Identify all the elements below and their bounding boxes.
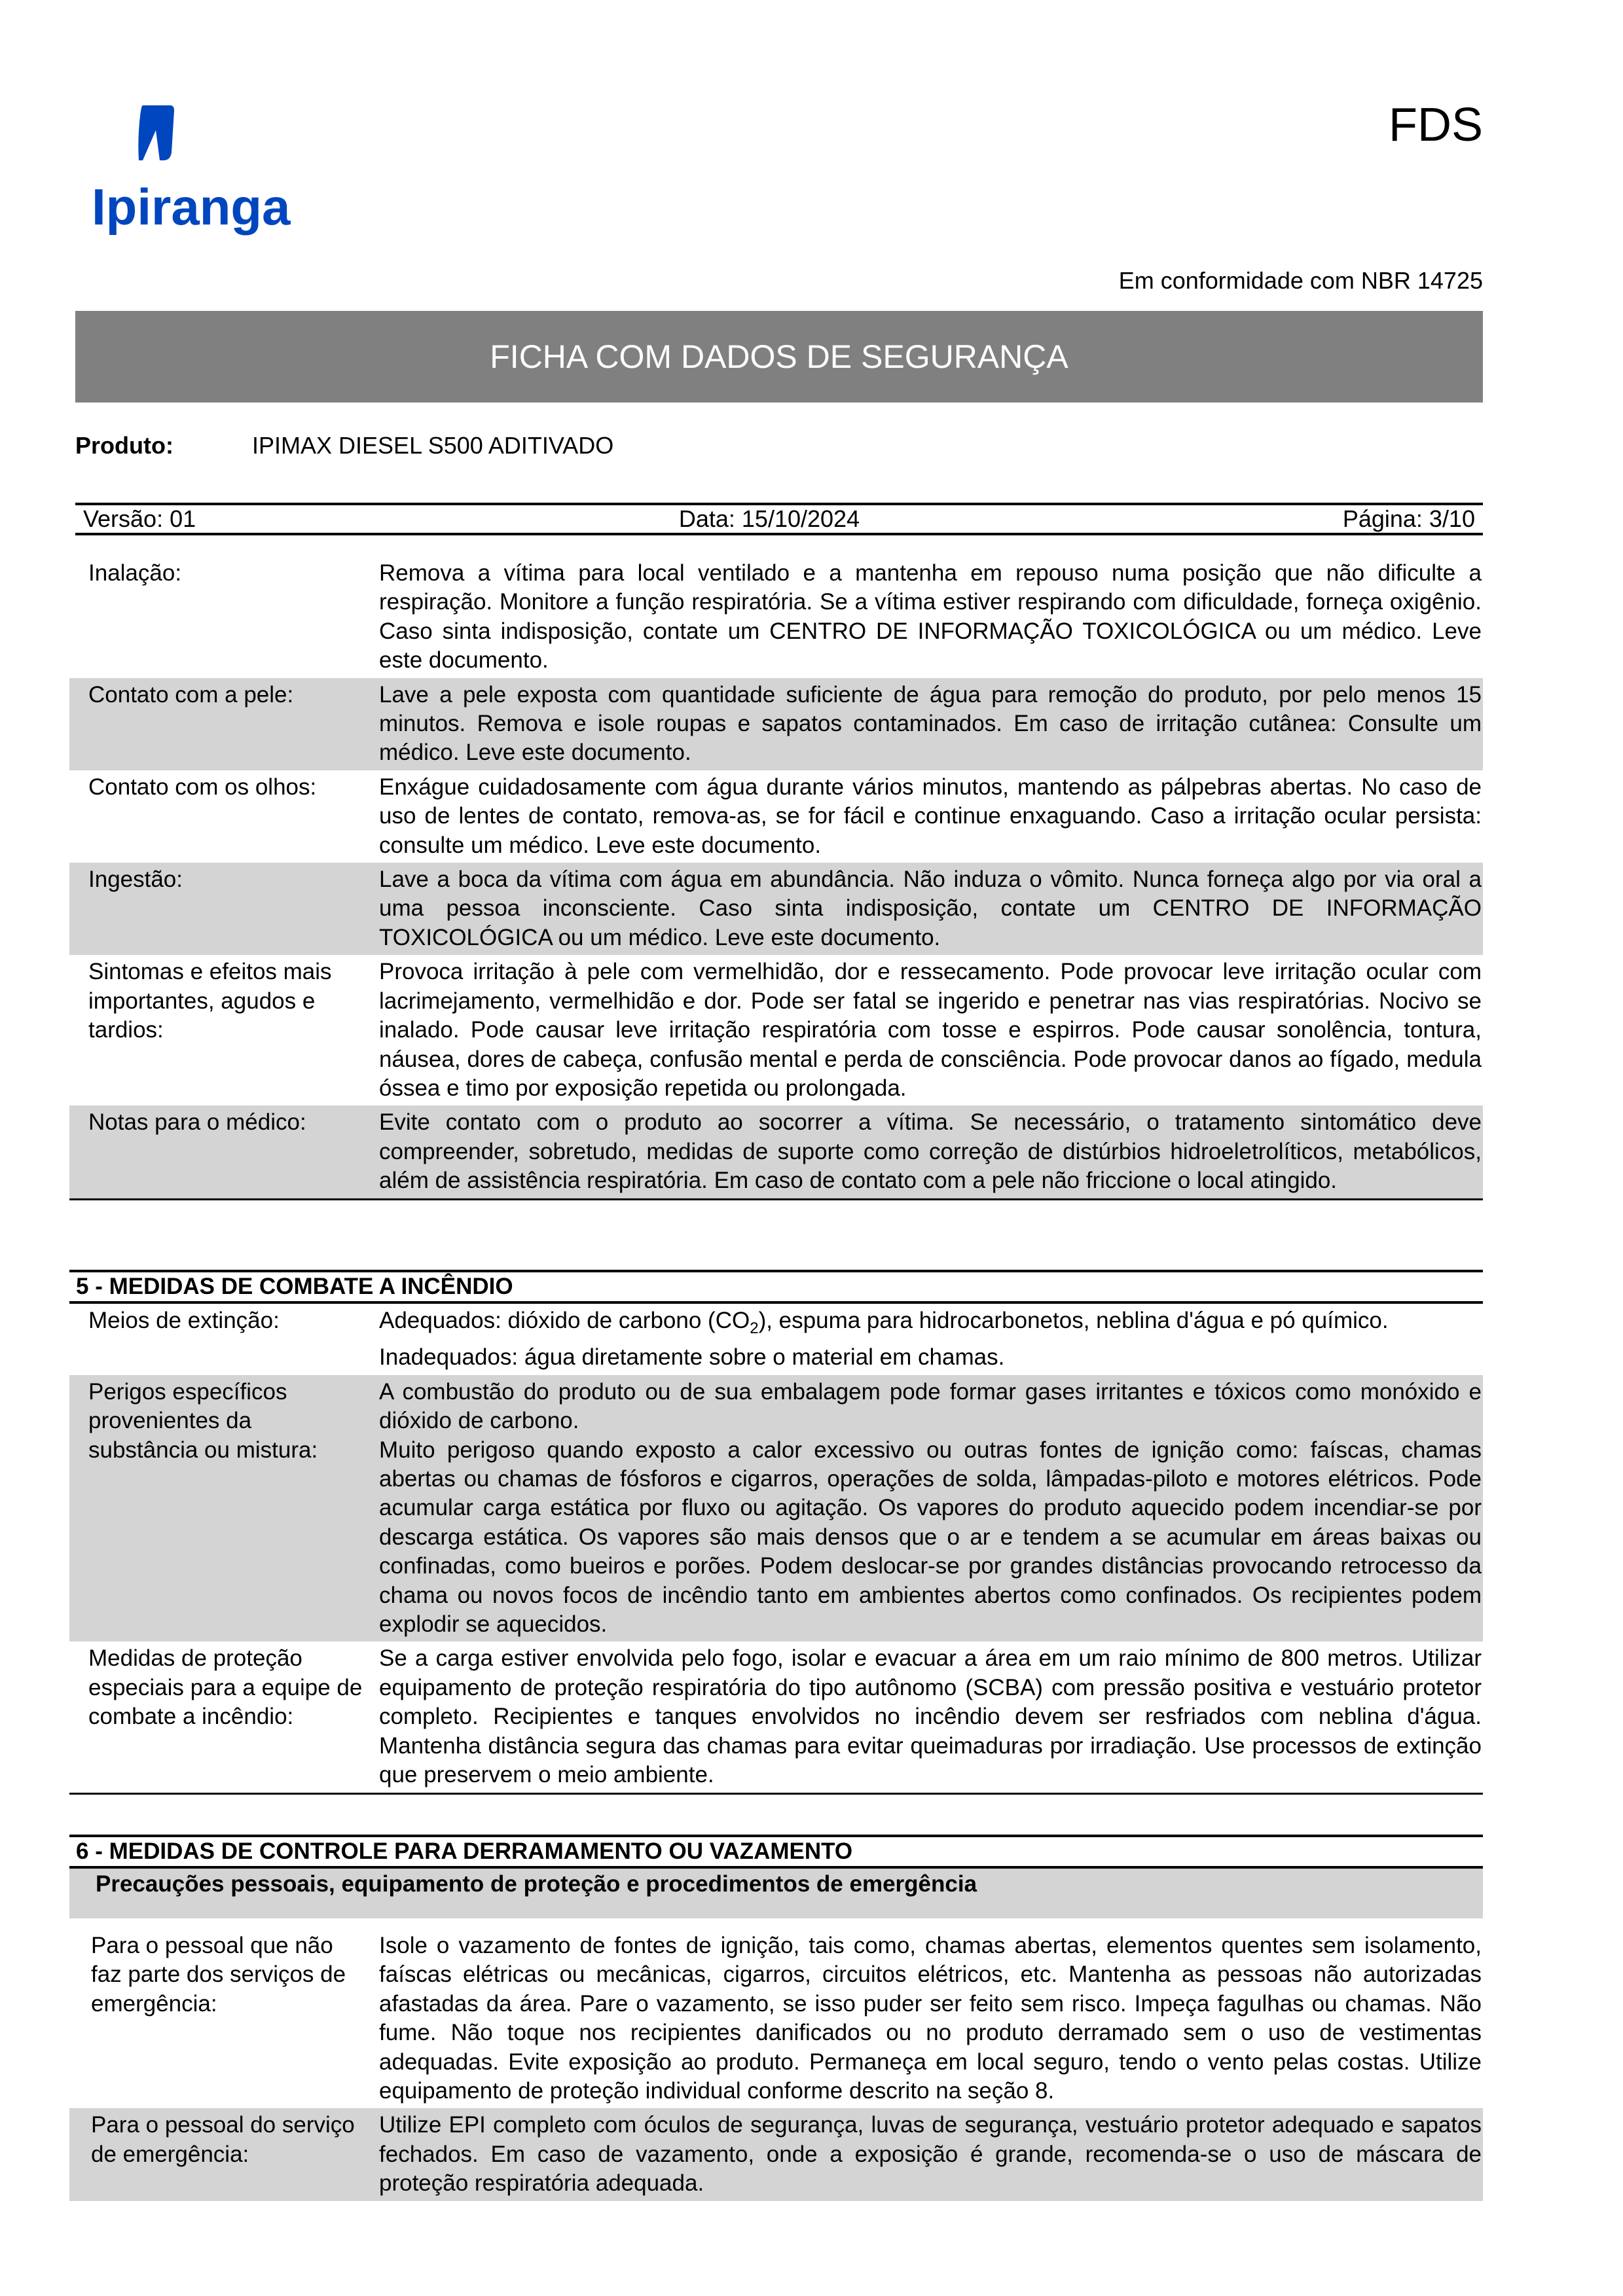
table-row	[69, 955, 1483, 1105]
row-text	[379, 1378, 1483, 1640]
row-label: Perigos específicos provenientes da substância ou mistura:	[88, 1378, 318, 1463]
product-value: IPIMAX DIESEL S500 ADITIVADO	[252, 432, 614, 459]
row-label: Para o pessoal que não faz parte dos serviços de emergência:	[91, 1933, 346, 2017]
ipiranga-logo	[92, 100, 291, 236]
document-title: FICHA COM DADOS DE SEGURANÇA	[490, 338, 1068, 375]
text: A combustão do produto ou de sua embalagem pode formar gases irritantes e tóxicos como monóxido e dióxido de carbono.	[379, 1378, 1482, 1434]
row-label: Contato com os olhos:	[88, 774, 317, 800]
row-label: Contato com a pele:	[88, 681, 294, 708]
text: Adequados: dióxido de carbono (CO	[379, 1308, 750, 1333]
text: ), espuma para hidrocarbonetos, neblina d'água e pó químico.	[758, 1308, 1389, 1333]
table-row	[69, 1641, 1483, 1792]
row-label: Ingestão:	[88, 867, 183, 893]
table-row	[69, 863, 1483, 955]
product-line	[75, 432, 613, 459]
date: Data: 15/10/2024	[678, 505, 860, 532]
section-title: 6 - MEDIDAS DE CONTROLE PARA DERRAMAMENTO OU VAZAMENTO	[69, 1835, 1483, 1869]
product-label: Produto:	[75, 432, 173, 459]
text: Inadequados: água diretamente sobre o material em chamas.	[379, 1344, 1005, 1371]
row-label: Notas para o médico:	[88, 1109, 306, 1136]
page-number: Página: 3/10	[1342, 505, 1475, 532]
table-row	[69, 1105, 1483, 1198]
section-6	[69, 1835, 1483, 2201]
subscript: 2	[750, 1319, 759, 1337]
row-label: Medidas de proteção especiais para a equipe de combate a incêndio:	[88, 1645, 363, 1730]
conformity-note: Em conformidade com NBR 14725	[1118, 267, 1483, 294]
table-row	[69, 554, 1483, 678]
section-4-table	[69, 554, 1483, 1200]
table-row	[69, 1918, 1483, 2108]
row-text: Utilize EPI completo com óculos de segurança, luvas de segurança, vestuário protetor adequado e sapatos fechados. Em caso de vazamento, onde a exposição é grande, recomenda-se o uso de máscara de proteção respiratória adequada.	[379, 2112, 1482, 2197]
section-title: 5 - MEDIDAS DE COMBATE A INCÊNDIO	[69, 1270, 1483, 1304]
row-text: Se a carga estiver envolvida pelo fogo, isolar e evacuar a área em um raio mínimo de 800 metros. Utilizar equipamento de proteção respiratória do tipo autônomo (SCBA) com pressão positiva e vestuário protetor completo. Recipientes e tanques envolvidos no incêndio devem ser resfriados com neblina d'água. Mantenha distância segura das chamas para evitar queimaduras por irradiação. Use processos de extinção que preservem o meio ambiente.	[379, 1645, 1482, 1788]
row-text: Lave a boca da vítima com água em abundância. Não induza o vômito. Nunca forneça algo por via oral a uma pessoa inconsciente. Caso sinta indisposição, contate um CENTRO DE INFORMAÇÃO TOXICOLÓGICA ou um médico. Leve este documento.	[379, 867, 1482, 950]
section-5	[69, 1270, 1483, 1795]
doc-type: FDS	[1389, 99, 1483, 151]
version: Versão: 01	[83, 505, 196, 532]
table-row	[69, 1375, 1483, 1642]
document-title-banner	[75, 311, 1483, 403]
row-text: Evite contato com o produto ao socorrer a vítima. Se necessário, o tratamento sintomático deve compreender, sobretudo, medidas de suporte como correção de distúrbios hidroeletrolíticos, metabólicos, além de assistência respiratória. Em caso de contato com a pele não friccione o local atingido.	[379, 1109, 1482, 1194]
table-row	[69, 2108, 1483, 2200]
table-row	[69, 678, 1483, 770]
row-label: Meios de extinção:	[88, 1308, 280, 1333]
row-label: Para o pessoal do serviço de emergência:	[91, 2112, 355, 2167]
table-row	[69, 1304, 1483, 1375]
svg-text:Ipiranga: Ipiranga	[92, 178, 291, 236]
row-label: Sintomas e efeitos mais importantes, agudos e tardios:	[88, 959, 332, 1043]
table-row	[69, 770, 1483, 863]
text: Muito perigoso quando exposto a calor excessivo ou outras fontes de ignição como: faíscas, chamas abertas ou chamas de fósforos e cigarros, operações de solda, lâmpadas-piloto e motores elétricos. Pode acumular carga estática por fluxo ou agitação. Os vapores do produto aquecido podem incendiar-se por descarga estática. Os vapores são mais densos que o ar e tendem a se acumular em áreas baixas ou confinadas, como bueiros e porões. Podem deslocar-se por grandes distâncias provocando retrocesso da chama ou novos focos de incêndio tanto em ambientes abertos como confinados. Os recipientes podem explodir se aquecidos.	[379, 1437, 1482, 1638]
row-text	[379, 1306, 1483, 1372]
row-text: Remova a vítima para local ventilado e a mantenha em repouso numa posição que não dificulte a respiração. Monitore a função respiratória. Se a vítima estiver respirando com dificuldade, forneça oxigênio. Caso sinta indisposição, contate um CENTRO DE INFORMAÇÃO TOXICOLÓGICA ou um médico. Leve este documento.	[379, 560, 1482, 673]
row-text: Isole o vazamento de fontes de ignição, tais como, chamas abertas, elementos quentes sem isolamento, faíscas elétricas ou mecânicas, cigarros, circuitos elétricos, etc. Mantenha as pessoas não autorizadas afastadas da área. Pare o vazamento, se isso puder ser feito sem risco. Impeça fagulhas ou chamas. Não fume. Não toque nos recipientes danificados ou no produto derramado sem o uso de vestimentas adequadas. Evite exposição ao produto. Permaneça em local seguro, tendo o vento pelas costas. Utilize equipamento de proteção individual conforme descrito na seção 8.	[379, 1933, 1482, 2104]
version-bar	[75, 503, 1483, 535]
row-text: Lave a pele exposta com quantidade suficiente de água para remoção do produto, por pelo menos 15 minutos. Remova e isole roupas e sapatos contaminados. Em caso de irritação cutânea: Consulte um médico. Leve este documento.	[379, 681, 1482, 766]
row-text: Provoca irritação à pele com vermelhidão, dor e ressecamento. Pode provocar leve irritação ocular com lacrimejamento, vermelhidão e dor. Pode ser fatal se ingerido e penetrar nas vias respiratórias. Nocivo se inalado. Pode causar leve irritação respiratória com tosse e espirros. Pode causar sonolência, tontura, náusea, dores de cabeça, confusão mental e perda de consciência. Pode provocar danos ao fígado, medula óssea e timo por exposição repetida ou prolongada.	[379, 959, 1482, 1101]
section-subtitle: Precauções pessoais, equipamento de proteção e procedimentos de emergência	[69, 1869, 1483, 1918]
row-label: Inalação:	[88, 560, 182, 586]
row-text: Enxágue cuidadosamente com água durante vários minutos, mantendo as pálpebras abertas. No caso de uso de lentes de contato, remova-as, se for fácil e continue enxaguando. Caso a irritação ocular persista: consulte um médico. Leve este documento.	[379, 774, 1482, 858]
